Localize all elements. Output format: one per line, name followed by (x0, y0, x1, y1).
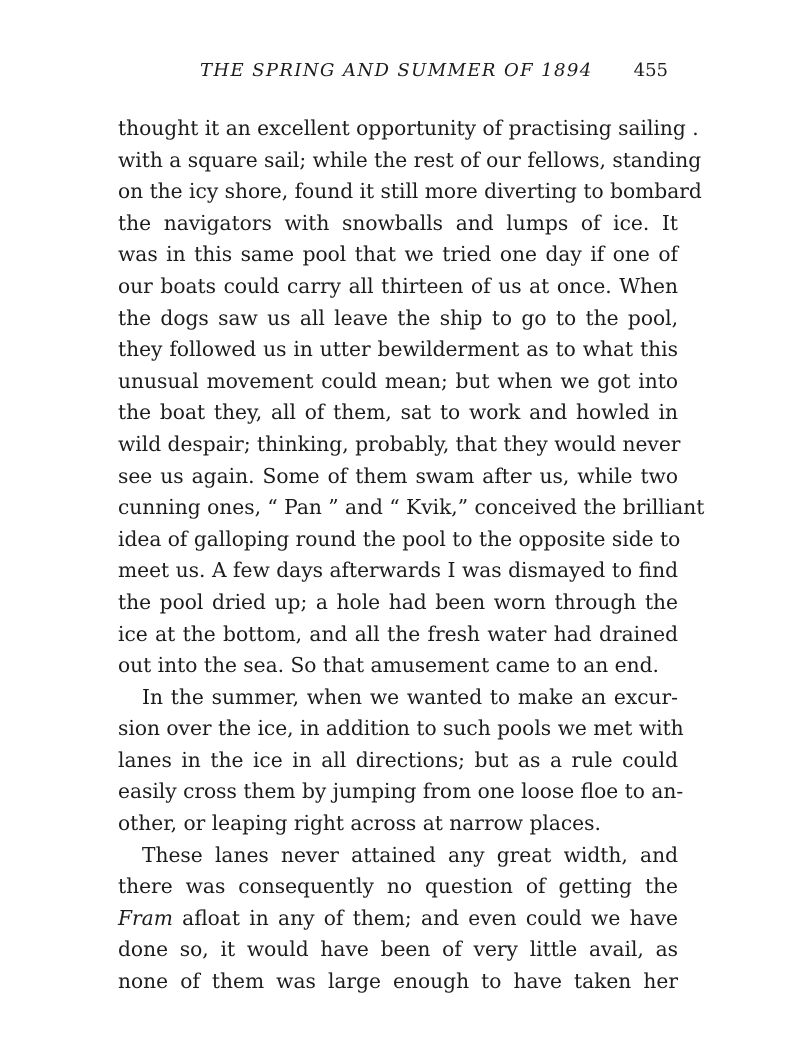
text-line: was in this same pool that we tried one day if one of (118, 242, 678, 267)
text-line: the pool dried up; a hole had been worn through the (118, 589, 678, 614)
text-line: ice at the bottom, and all the fresh water had drained (118, 621, 678, 646)
text-line: These lanes never attained any great width, and (142, 842, 678, 867)
paragraph (118, 682, 684, 840)
text-line: with a square sail; while the rest of our fellows, standing (118, 147, 702, 172)
text-line: the boat they, all of them, sat to work and howled in (118, 400, 678, 425)
text-line: easily cross them by jumping from one loose floe to an- (118, 779, 684, 804)
text-line: our boats could carry all thirteen of us at once. When (118, 273, 678, 298)
text-line: thought it an excellent opportunity of practising sailing . (118, 116, 699, 140)
text-line: out into the sea. So that amusement came to an end. (118, 653, 659, 678)
text-line: other, or leaping right across at narrow places. (118, 811, 601, 836)
text-line: idea of galloping round the pool to the opposite side to (118, 526, 681, 551)
body-text (118, 113, 705, 998)
text-line: sion over the ice, in addition to such pools we met with (118, 716, 684, 741)
text-line: lanes in the ice in all directions; but as a rule could (118, 747, 678, 772)
text-line: see us again. Some of them swam after us, while two (118, 463, 678, 488)
paragraph (118, 113, 705, 682)
text-line: unusual movement could mean; but when we got into (118, 368, 678, 393)
text-line: wild despair; thinking, probably, that they would never (118, 431, 681, 456)
text-line: In the summer, when we wanted to make an excur- (142, 684, 678, 709)
text-line: cunning ones, “ Pan ” and “ Kvik,” conceived the brilliant (118, 495, 705, 520)
text-line: they followed us in utter bewilderment as to what this (118, 337, 678, 362)
text-line fram-line: Fram afloat in any of them; and even could we have (118, 905, 678, 930)
text-line: done so, it would have been of very little avail, as (118, 937, 678, 962)
page-number: 455 (633, 60, 668, 81)
text-line: the navigators with snowballs and lumps of ice. It (118, 210, 678, 235)
text-line: meet us. A few days afterwards I was dismayed to find (118, 558, 678, 583)
text-line: none of them was large enough to have taken her (118, 969, 678, 994)
ship-name: Fram (118, 905, 173, 930)
paragraph (118, 840, 678, 998)
running-head (200, 60, 668, 92)
running-title: THE SPRING AND SUMMER OF 1894 (200, 60, 593, 81)
text-line: there was consequently no question of getting the (118, 874, 678, 899)
text-line: on the icy shore, found it still more diverting to bombard (118, 179, 702, 204)
text-line: the dogs saw us all leave the ship to go to the pool, (118, 305, 678, 330)
